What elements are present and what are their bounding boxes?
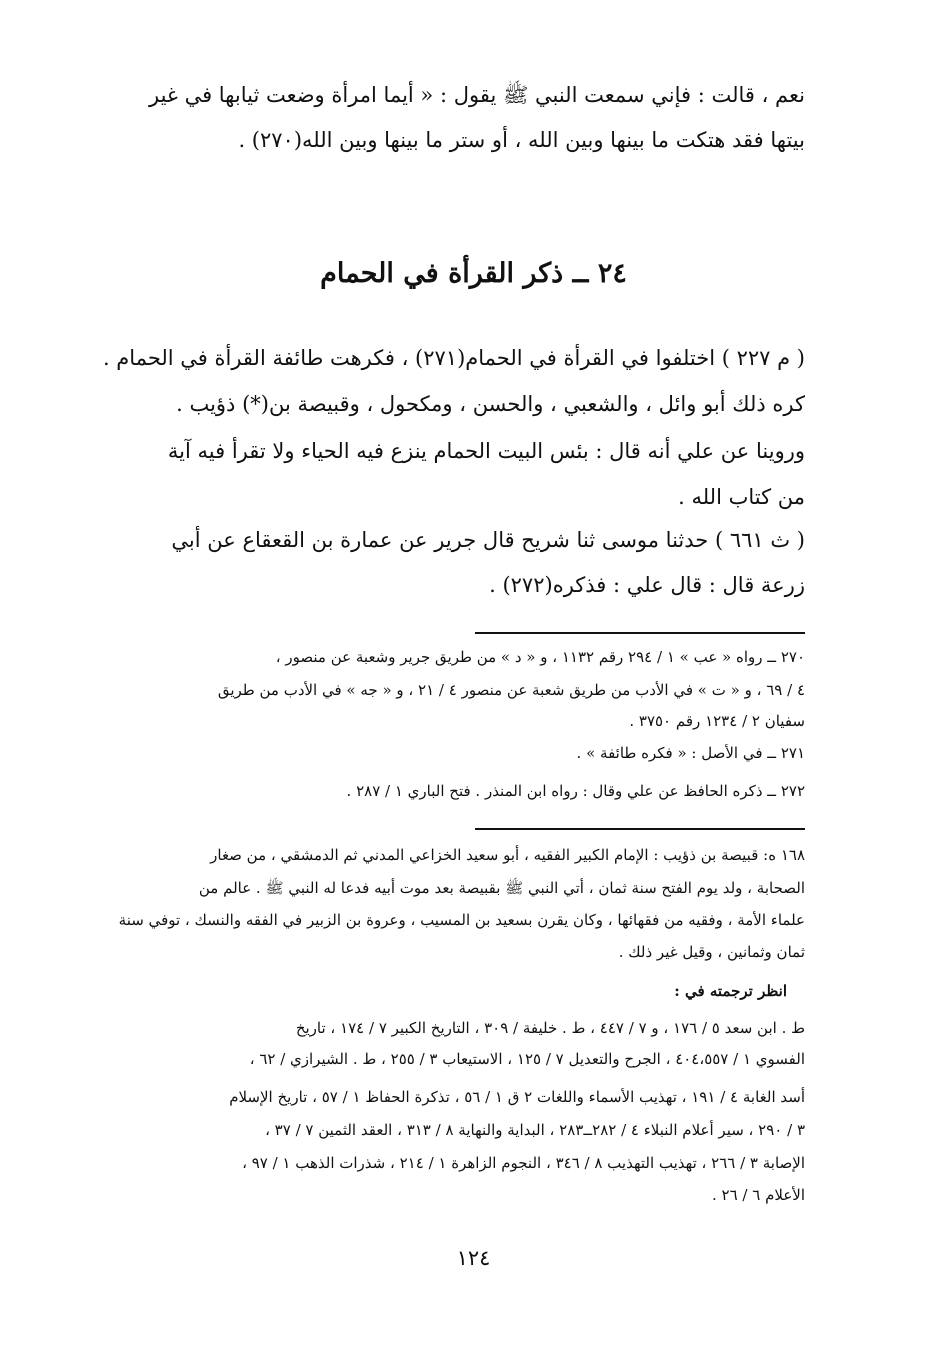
body-text-line: بيتها فقد هتكت ما بينها وبين الله ، أو ستر ما بينها وبين الله(٢٧٠) . [238, 128, 805, 152]
footnote-line: ٢٧٢ ــ ذكره الحافظ عن علي وقال : رواه ابن المنذر . فتح الباري ١ / ٢٨٧ . [346, 782, 805, 800]
biography-line: علماء الأمة ، وفقيه من فقهائها ، وكان يقرن بسعيد بن المسيب ، وعروة بن الزبير في الفقه والنسك ، توفي سنة [118, 911, 805, 929]
footnote-line: ٤ / ٦٩ ، و « ت » في الأدب من طريق شعبة عن منصور ٤ / ٢١ ، و « جه » في الأدب من طريق [217, 681, 805, 699]
page-number: ١٢٤ [456, 1246, 491, 1270]
footnote-separator [475, 632, 805, 634]
footnote-line: ٢٧١ ــ في الأصل : « فكره طائفة » . [576, 744, 805, 762]
body-text-line: ( ث ٦٦١ ) حدثنا موسى ثنا شريح قال جرير عن عمارة بن القعقاع عن أبي [171, 528, 805, 552]
biography-references-heading: انظر ترجمته في : [674, 982, 787, 1000]
section-heading: ٢٤ ــ ذكر القرأة في الحمام [320, 258, 627, 289]
body-text-line: من كتاب الله . [678, 485, 805, 509]
footnote-line: ٢٧٠ ــ رواه « عب » ١ / ٢٩٤ رقم ١١٣٢ ، و « د » من طريق جرير وشعبة عن منصور ، [275, 648, 805, 666]
body-text-line: زرعة قال : قال علي : فذكره(٢٧٢) . [489, 573, 805, 597]
biography-line: ثمان وثمانين ، وقيل غير ذلك . [618, 943, 805, 961]
body-text-line: ( م ٢٢٧ ) اختلفوا في القرأة في الحمام(٢٧١) ، فكرهت طائفة القرأة في الحمام . [102, 346, 805, 370]
biography-line: الأعلام ٦ / ٢٦ . [711, 1186, 805, 1204]
biography-separator [475, 828, 805, 830]
footnote-line: سفيان ٢ / ١٢٣٤ رقم ٣٧٥٠ . [629, 712, 805, 730]
biography-line: الصحابة ، ولد يوم الفتح سنة ثمان ، أتي النبي ﷺ بقبيصة بعد موت أبيه فدعا له النبي ﷺ . عالم من [198, 879, 805, 897]
biography-line: الإصابة ٣ / ٢٦٦ ، تهذيب التهذيب ٨ / ٣٤٦ ، النجوم الزاهرة ١ / ٢١٤ ، شذرات الذهب ١ / ٩٧ ، [242, 1154, 805, 1172]
body-text-line: نعم ، قالت : فإني سمعت النبي ﷺ يقول : « أيما امرأة وضعت ثيابها في غير [148, 83, 805, 107]
biography-line: ط . ابن سعد ٥ / ١٧٦ ، و ٧ / ٤٤٧ ، ط . خليفة / ٣٠٩ ، التاريخ الكبير ٧ / ١٧٤ ، تاريخ [295, 1019, 805, 1037]
biography-line: الفسوي ١ / ٤٠٤،٥٥٧ ، الجرح والتعديل ٧ / ١٢٥ ، الاستيعاب ٣ / ٢٥٥ ، ط . الشيرازي / ٦٢ ، [249, 1050, 805, 1068]
biography-line: ٣ / ٢٩٠ ، سير أعلام النبلاء ٤ / ٢٨٢ــ٢٨٣ ، البداية والنهاية ٨ / ٣١٣ ، العقد الثمين ٧ / ٣٧ ، [265, 1121, 805, 1139]
body-text-line: كره ذلك أبو وائل ، والشعبي ، والحسن ، ومكحول ، وقبيصة بن(*) ذؤيب . [176, 392, 805, 416]
biography-line: ١٦٨ ه: قبيصة بن ذؤيب : الإمام الكبير الفقيه ، أبو سعيد الخزاعي المدني ثم الدمشقي ، من صغار [210, 846, 805, 864]
biography-line: أسد الغابة ٤ / ١٩١ ، تهذيب الأسماء واللغات ٢ ق ١ / ٥٦ ، تذكرة الحفاظ ١ / ٥٧ ، تاريخ الإسلام [229, 1088, 805, 1106]
body-text-line: وروينا عن علي أنه قال : بئس البيت الحمام ينزع فيه الحياء ولا تقرأ فيه آية [167, 439, 805, 463]
